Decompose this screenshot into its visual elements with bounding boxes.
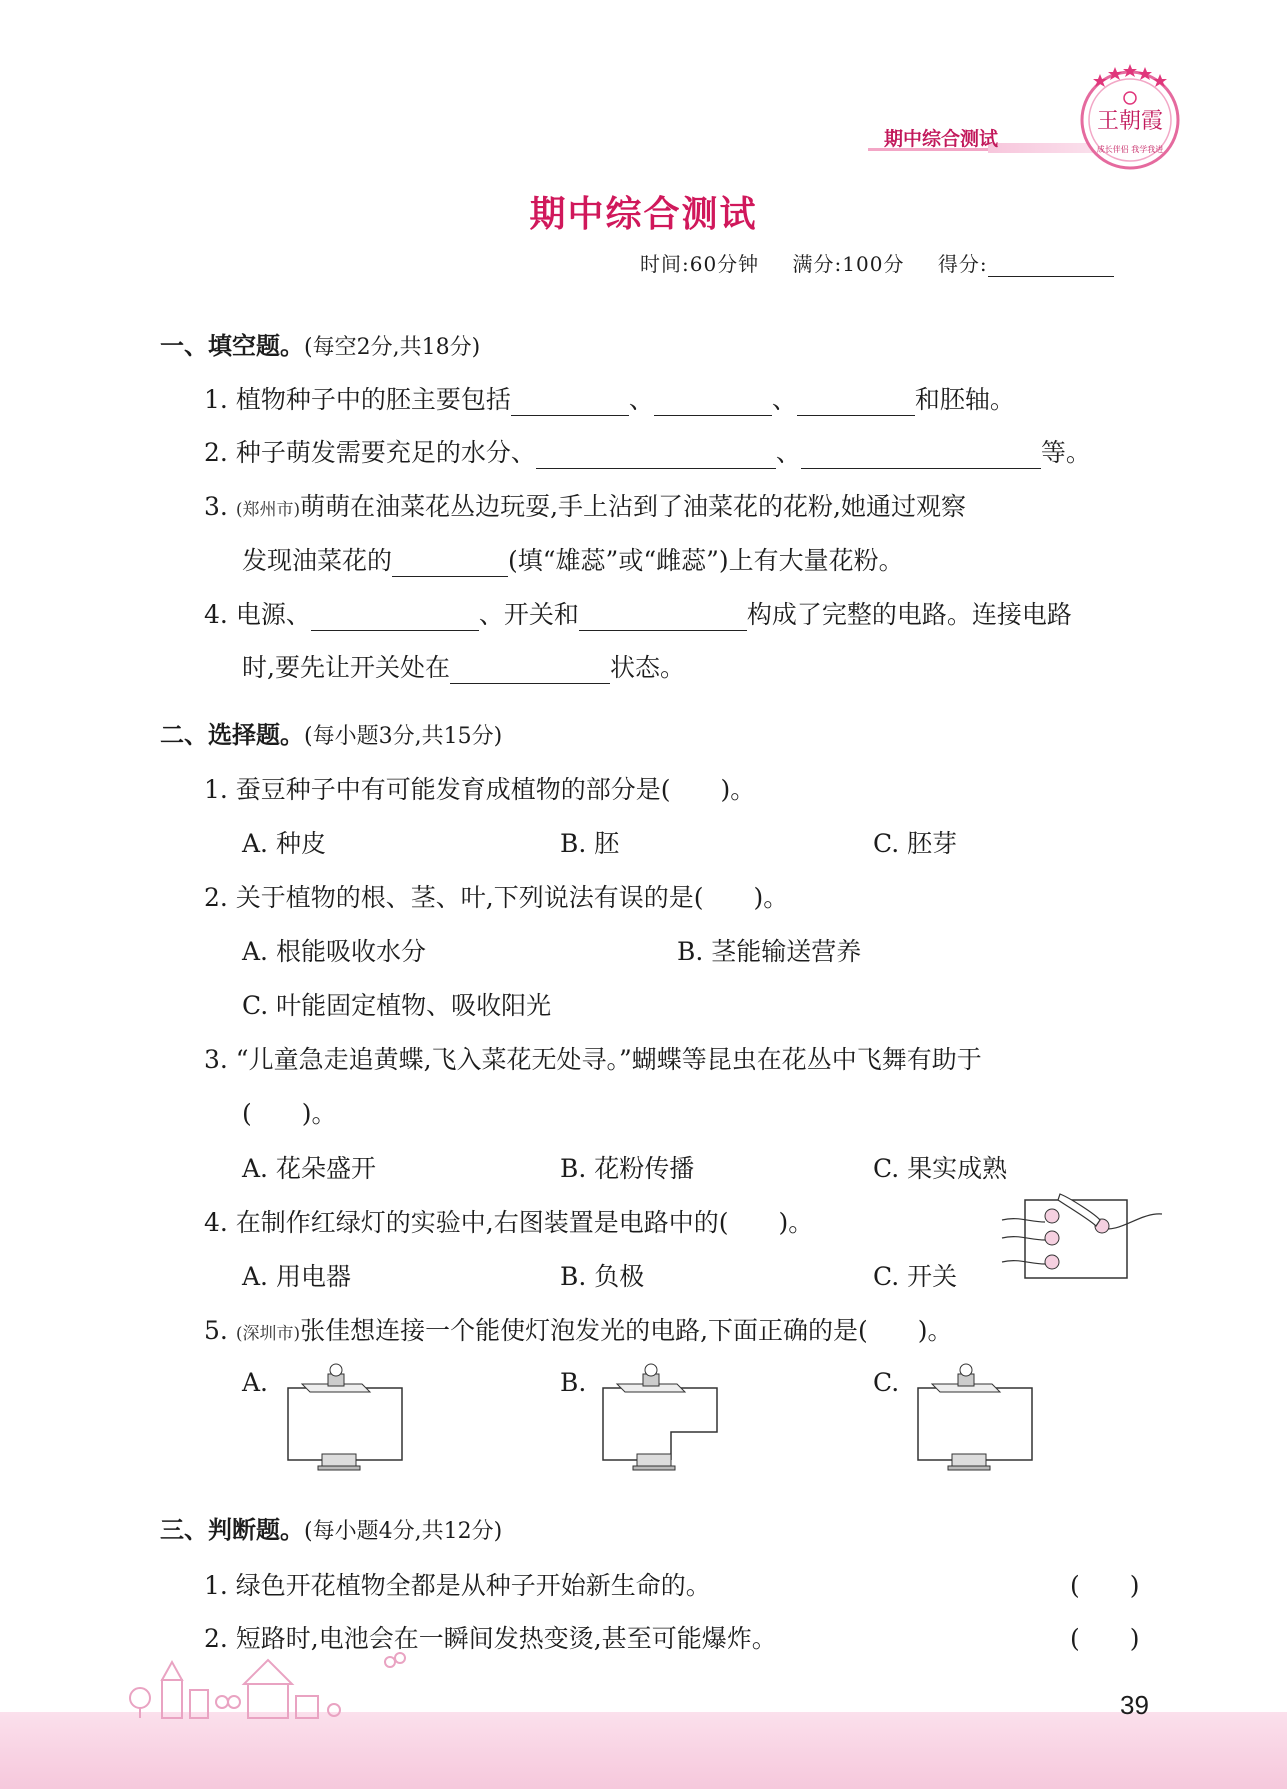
source-city: (郑州市) (235, 500, 301, 520)
option-c[interactable]: C. 叶能固定植物、吸收阳光 (242, 991, 552, 1020)
answer-blank[interactable] (511, 389, 629, 416)
question-2-2: 2. 关于植物的根、茎、叶,下列说法有误的是( )。 (204, 883, 789, 912)
footer-decoration (120, 1640, 420, 1720)
option-c[interactable]: C. 果实成熟 (873, 1154, 1008, 1183)
option-a[interactable]: A. (242, 1368, 269, 1397)
circuit-a-figure (282, 1362, 412, 1474)
question-1-3-cont: 发现油菜花的 (填“雄蕊”或“雌蕊”)上有大量花粉。 (242, 546, 904, 575)
switch-figure (1000, 1192, 1165, 1282)
option-b[interactable]: B. 负极 (560, 1262, 645, 1291)
question-1-4-cont: 时,要先让开关处在 状态。 (242, 653, 685, 682)
circuit-c-figure (912, 1362, 1042, 1474)
answer-blank[interactable] (392, 550, 508, 577)
score-label: 得分: (937, 252, 988, 276)
question-3-2: 2. 短路时,电池会在一瞬间发热变烫,甚至可能爆炸。 (204, 1624, 777, 1653)
section-true-false (160, 1510, 502, 1545)
logo-subtext: 成长伴侣 我学我进 (1096, 145, 1164, 154)
question-1-3: 3. (郑州市)萌萌在油菜花丛边玩耍,手上沾到了油菜花的花粉,她通过观察 (204, 492, 966, 521)
section-fill-in (160, 326, 480, 361)
question-2-1: 1. 蚕豆种子中有可能发育成植物的部分是( )。 (204, 775, 756, 804)
section-heading: 二、选择题。 (160, 721, 304, 749)
exam-meta (640, 248, 1140, 277)
answer-blank[interactable] (311, 604, 479, 631)
page-title: 期中综合测试 (529, 194, 758, 235)
question-1-1: 1. 植物种子中的胚主要包括 、 、 和胚轴。 (204, 385, 1015, 414)
time-limit: 时间:60分钟 (640, 252, 760, 276)
question-1-2: 2. 种子萌发需要充足的水分、 、 等。 (204, 438, 1091, 467)
logo-text: 王朝霞 (1096, 109, 1164, 134)
question-1-4: 4. 电源、 、开关和 构成了完整的电路。连接电路 (204, 600, 1072, 629)
question-2-4: 4. 在制作红绿灯的实验中,右图装置是电路中的( )。 (204, 1208, 814, 1237)
option-c[interactable]: C. 开关 (873, 1262, 958, 1291)
section-note: (每小题3分,共15分) (304, 724, 503, 749)
option-b[interactable]: B. 胚 (560, 829, 620, 858)
question-2-3-cont: ( )。 (242, 1099, 337, 1128)
option-b[interactable]: B. (560, 1368, 587, 1397)
option-c[interactable]: C. (873, 1368, 900, 1397)
question-3-1: 1. 绿色开花植物全都是从种子开始新生命的。 (204, 1571, 711, 1600)
section-heading: 三、判断题。 (160, 1516, 304, 1544)
answer-parentheses[interactable]: ( ) (1070, 1571, 1140, 1600)
option-b[interactable]: B. 花粉传播 (560, 1154, 695, 1183)
answer-blank[interactable] (450, 657, 610, 684)
section-multiple-choice (160, 715, 502, 750)
option-c[interactable]: C. 胚芽 (873, 829, 958, 858)
circuit-b-figure (597, 1362, 727, 1474)
answer-blank[interactable] (654, 389, 772, 416)
option-a[interactable]: A. 种皮 (242, 829, 326, 858)
source-city: (深圳市) (235, 1324, 301, 1344)
publisher-logo (1070, 58, 1190, 176)
answer-blank[interactable] (579, 604, 747, 631)
answer-blank[interactable] (797, 389, 915, 416)
option-a[interactable]: A. 用电器 (242, 1262, 351, 1291)
answer-parentheses[interactable]: ( ) (1070, 1624, 1140, 1653)
answer-blank[interactable] (536, 442, 776, 469)
section-note: (每小题4分,共12分) (304, 1519, 503, 1544)
score-blank[interactable] (988, 255, 1114, 277)
question-2-5: 5. (深圳市)张佳想连接一个能使灯泡发光的电路,下面正确的是( )。 (204, 1316, 953, 1345)
question-2-3: 3. “儿童急走追黄蝶,飞入菜花无处寻。”蝴蝶等昆虫在花丛中飞舞有助于 (204, 1045, 982, 1074)
page-number: 39 (1120, 1690, 1149, 1720)
section-heading: 一、填空题。 (160, 332, 304, 360)
option-b[interactable]: B. 茎能输送营养 (677, 937, 862, 966)
answer-blank[interactable] (801, 442, 1041, 469)
header-section-label: 期中综合测试 (884, 128, 999, 150)
footer-band (0, 1712, 1287, 1789)
full-score: 满分:100分 (792, 252, 905, 276)
option-a[interactable]: A. 根能吸收水分 (242, 937, 426, 966)
option-a[interactable]: A. 花朵盛开 (242, 1154, 376, 1183)
section-note: (每空2分,共18分) (304, 335, 481, 360)
